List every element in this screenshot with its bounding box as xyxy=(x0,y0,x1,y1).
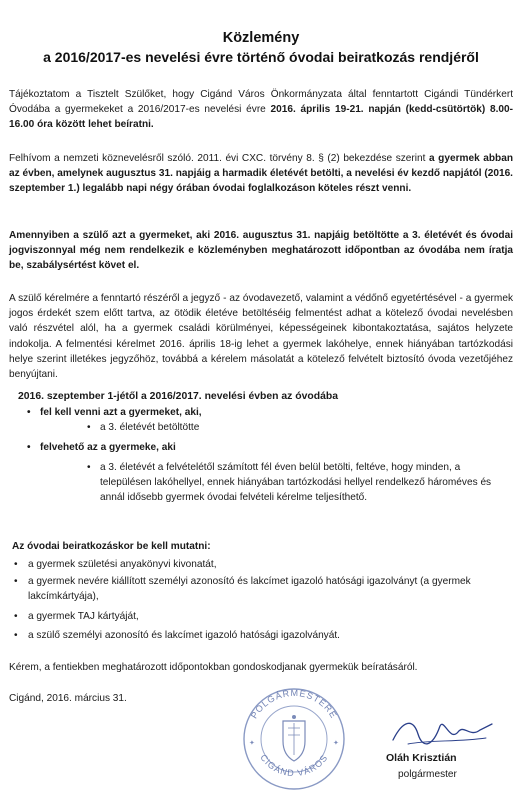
section-sub-bullet-2 xyxy=(87,460,505,506)
closing-request: Kérem, a fentiekben meghatározott időpontokban gondoskodjanak gyermekük beíratásáról. xyxy=(9,662,418,673)
stamp-text-bottom: CIGÁND VÁROS xyxy=(258,752,330,779)
section-sub-bullet-1 xyxy=(87,420,200,435)
bullet-icon: • xyxy=(87,422,91,433)
document-subtitle: a 2016/2017-es nevelési évre történő óvodai beiratkozás rendjéről xyxy=(43,49,479,65)
bullet-icon: • xyxy=(87,462,91,473)
paragraph-enrollment-dates xyxy=(9,87,513,133)
bullet-icon: • xyxy=(14,630,18,641)
handwritten-signature xyxy=(388,712,498,752)
requirement-text: a gyermek nevére kiállított személyi azonosító és lakcímet igazoló hatósági igazolványt (a gyermek lakcímkártyája), xyxy=(28,576,471,603)
section-bullet-2 xyxy=(27,440,176,455)
requirement-item xyxy=(14,557,508,572)
stamp-text-top: POLGÁRMESTERE xyxy=(248,687,340,721)
requirement-text: a gyermek TAJ kártyáját, xyxy=(28,611,139,622)
requirement-text: a gyermek születési anyakönyvi kivonatát, xyxy=(28,559,217,570)
requirement-item xyxy=(14,574,508,604)
coat-of-arms-icon xyxy=(283,715,305,761)
bullet-text: fel kell venni azt a gyermeket, aki, xyxy=(40,407,202,418)
bullet-text: felvehető az a gyermeke, aki xyxy=(40,442,176,453)
paragraph-text: Felhívom a nemzeti köznevelésről szóló. 2011. évi CXC. törvény 8. § (2) bekezdése szerint xyxy=(9,153,429,164)
bullet-icon: • xyxy=(27,442,31,453)
official-stamp xyxy=(233,683,355,791)
enrollment-dates-bold: 2016. április 19-21. napján (kedd-csütörtök) 8.00-16.00 óra között lehet beíratni. xyxy=(9,104,513,131)
document-title: Közlemény xyxy=(222,30,300,46)
bullet-text: a 3. életévét a felvételétől számított fél éven belül betölti, feltéve, hogy minden, a településen lakóhellyel, ennek hiányában tartózkodási hellyel rendelkező hároméves és annál idősebb gyermek óvodai felvételi kérelme teljesíthető. xyxy=(100,462,492,504)
paragraph-law-reference xyxy=(9,151,513,197)
section-bullet-1 xyxy=(27,405,202,420)
requirement-item xyxy=(14,628,508,643)
bullet-icon: • xyxy=(14,611,18,622)
violation-bold: Amennyiben a szülő azt a gyermeket, aki 2016. augusztus 31. napjáig betöltötte a 3. életévét és óvodai jogviszonnyal még nem rendelkezik e közleményben meghatározott időpontban az óvodába nem íratja be, szabálysértést követ el. xyxy=(9,230,513,272)
signatory-name: Oláh Krisztián xyxy=(386,752,457,764)
signatory-title: polgármester xyxy=(398,769,457,780)
bullet-icon: • xyxy=(14,576,18,587)
requirement-text: a szülő személyi azonosító és lakcímet igazoló hatósági igazolványát. xyxy=(28,630,340,641)
place-date: Cigánd, 2016. március 31. xyxy=(9,693,127,704)
section-title: 2016. szeptember 1-jétől a 2016/2017. nevelési évben az óvodába xyxy=(18,391,338,402)
bullet-text: a 3. életévét betöltötte xyxy=(100,422,200,433)
bullet-icon: • xyxy=(14,559,18,570)
bullet-icon: • xyxy=(27,407,31,418)
stamp-star-left: ✦ xyxy=(249,740,255,747)
requirements-title: Az óvodai beiratkozáskor be kell mutatni: xyxy=(12,541,211,552)
paragraph-exemption: A szülő kérelmére a fenntartó részéről a jegyző - az óvodavezető, valamint a védőnő egyetértésével - a gyermek jogos érdekét szem előtt tartva, az ötödik életéve betöltéséig felmentést adhat a kötelező óvodai nevelésben való részvétel alól, ha a gyermek családi körülményei, képességeinek kibontakoztatása, sajátos helyzete indokolja. A felmentési kérelmet 2016. április 18-ig lehet a gyermek lakóhelye, ennek hiányában tartózkodási helye szerint illetékes jegyzőhöz, továbbá a kérelem másolatát a kötelező felvételt biztosító óvoda vezetőjéhez benyújtani. xyxy=(9,293,513,381)
obligation-bold: a gyermek abban az évben, amelynek augusztus 31. napjáig a harmadik életévét betölti, a nevelési év kezdő napjától (2016. szeptember 1.) legalább napi négy órában óvodai foglalkozáson köteles részt venni. xyxy=(9,153,513,195)
paragraph-text: Tájékoztatom a Tisztelt Szülőket, hogy Cigánd Város Önkormányzata által fenntartott Cigándi Tündérkert Óvodába a gyermekeket a 2016/2017-es nevelési évre xyxy=(9,89,513,116)
stamp-star-right: ✦ xyxy=(333,740,339,747)
paragraph-violation xyxy=(9,228,513,274)
requirement-item xyxy=(14,609,508,624)
